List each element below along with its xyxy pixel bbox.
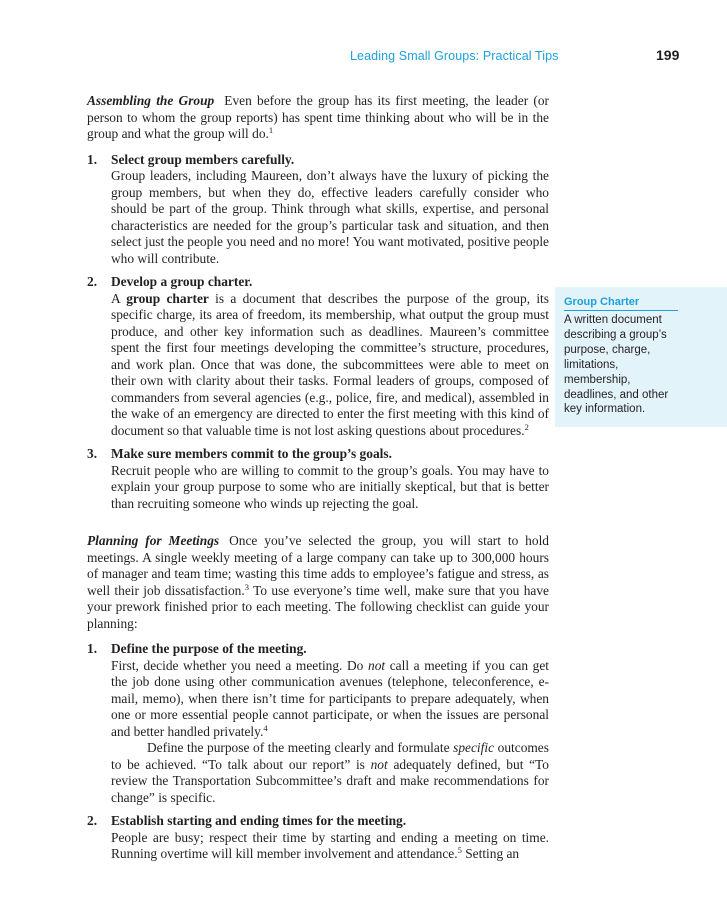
list-item xyxy=(87,274,549,439)
list-number: 3. xyxy=(87,446,98,461)
list-item xyxy=(87,152,549,268)
list-number: 1. xyxy=(87,151,98,167)
list-item-heading: Develop a group charter. xyxy=(111,274,253,289)
list-item-text: People are busy; respect their time by starting and ending a meeting on time. Running overtime will kill member involvement and attendance.$^5$ Setting an xyxy=(111,829,549,861)
section-planning-paragraph: Planning for Meetings Once you’ve selected the group, you will start to hold meetings. A single weekly meeting of a large company can take up to 300,000 hours of manager and team time; wasting this time adds to employee’s fatigue and stress, as well their job dissatisfaction.$^3$ To use everyone’s time well, make sure that you have your prework finished prior to each meeting. The following checklist can guide your planning: xyxy=(87,533,549,631)
running-head: Leading Small Groups: Practical Tips xyxy=(350,49,559,63)
key-term-group-charter: group charter xyxy=(126,290,209,306)
list-number: 2. xyxy=(87,274,98,289)
list-item-text: Group leaders, including Maureen, don’t always have the luxury of picking the group members, but when they do, effective leaders carefully consider who should be part of the group. Think through what skills, expertise, and personal characteristics are needed for the group’s particular task and situation, and then select just the people you need and no more! You want motivated, positive people who will contribute. xyxy=(111,168,549,266)
list-item-text: Define the purpose of the meeting clearly and formulate specific outcomes to be achieved. “To talk about our report” is not adequately defined, but “To review the Transportation Subcommittee’s draft and make recommendations for change” is specific. xyxy=(111,740,549,805)
list-item-heading: Define the purpose of the meeting. xyxy=(111,641,307,656)
list-number: 1. xyxy=(87,641,98,656)
list-item-heading: Make sure members commit to the group’s goals. xyxy=(111,446,392,461)
footnote-marker: 3 xyxy=(244,581,249,592)
list-item xyxy=(87,446,549,512)
margin-note-term: Group Charter xyxy=(564,296,678,311)
margin-note-definition: A written document describing a group’s purpose, charge, limitations, membership, deadlines, and other key information. xyxy=(564,314,669,416)
list-item xyxy=(87,641,549,806)
footnote-marker: 4 xyxy=(263,722,268,733)
footnote-marker: 2 xyxy=(524,421,529,432)
footnote-marker: 1 xyxy=(268,125,274,135)
list-item-text: First, decide whether you need a meeting. Do not call a meeting if you can get the job done using other communication avenues (telephone, teleconference, e-mail, memo), when there isn’t time for participants to prepare adequately, when one or more essential people cannot participate, or when the issues are personal and better handled privately.$^4$ xyxy=(111,657,549,739)
list-item-heading: Select group members carefully. xyxy=(111,151,295,167)
paragraph-text: Even before the group has its first meeting, the leader (or person to whom the group reports) has spent time thinking about who will be in the group and what the group will do. xyxy=(87,93,549,141)
list-number: 2. xyxy=(87,813,98,828)
section-assembling-paragraph xyxy=(87,93,549,143)
list-item-text: Recruit people who are willing to commit to the group’s goals. You may have to explain your group purpose to some who are initially skeptical, but that is better than recruiting someone who winds up rejecting the goal. xyxy=(111,462,549,511)
assembling-checklist xyxy=(87,152,549,513)
list-item-heading: Establish starting and ending times for the meeting. xyxy=(111,813,407,828)
list-item xyxy=(87,813,549,863)
runin-heading-assembling: Assembling the Group xyxy=(87,93,215,108)
body-text xyxy=(87,93,549,870)
planning-checklist xyxy=(87,641,549,863)
list-item-text: A group charter is a document that describes the purpose of the group, its specific charge, its area of freedom, its membership, what output the group must produce, and other key information such as deadlines. Maureen’s committee spent the first four meetings developing the committee’s structure, procedures, and work plan. Once that was done, the subcommittees were able to meet on their own with clarity about their tasks. Formal leaders of groups, composed of commanders from several agencies (e.g., police, fire, and medical), assembled in the wake of an emergency are directed to enter the first meeting with this kind of document so that valuable time is not lost asking questions about procedures.$^2$ xyxy=(111,290,549,438)
page-number: 199 xyxy=(656,47,680,63)
runin-heading-planning: Planning for Meetings xyxy=(87,533,220,548)
footnote-marker: 5 xyxy=(457,845,462,855)
